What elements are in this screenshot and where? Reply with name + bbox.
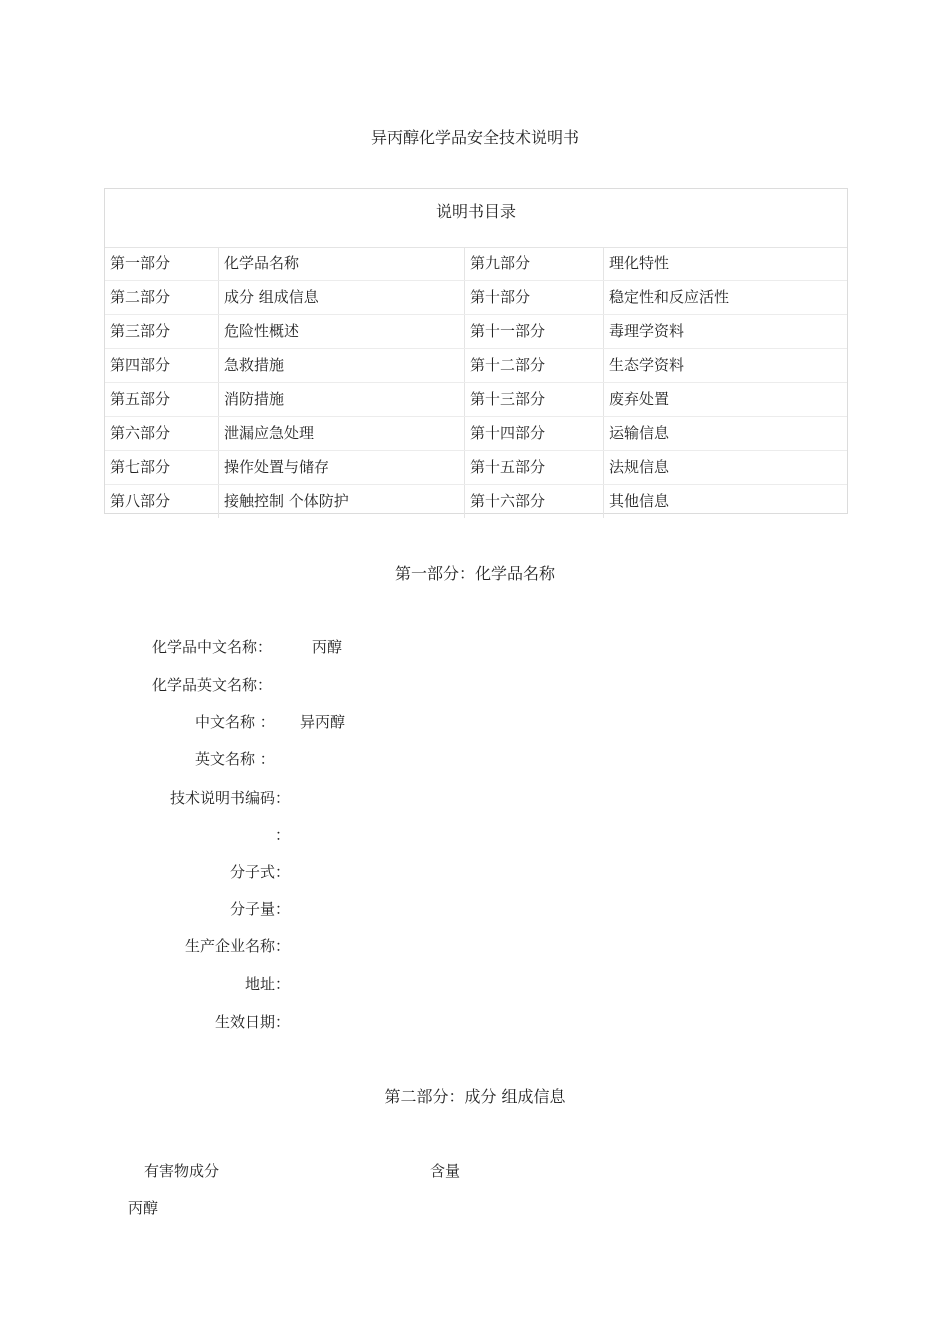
toc-part-number: 第十四部分 (465, 417, 604, 450)
toc-part-name: 理化特性 (609, 254, 670, 272)
cn-name-label: 化学品中文名称： (152, 638, 273, 656)
toc-row (105, 485, 847, 518)
toc-part-number: 第十一部分 (465, 315, 604, 348)
section1-title: 第一部分：化学品名称 (394, 564, 555, 583)
formula-label: 分子式： (229, 863, 290, 881)
section2-title: 第二部分：成分 组成信息 (384, 1087, 566, 1106)
toc-row (105, 315, 847, 349)
toc-part-name: 运输信息 (609, 424, 670, 442)
toc-part-number: 第八部分 (105, 485, 219, 518)
colon-line: ： (274, 826, 290, 844)
address-label: 地址： (244, 975, 290, 993)
content-column-header: 含量 (430, 1162, 461, 1180)
company-name-label: 生产企业名称： (184, 937, 290, 955)
sub-en-name-label: 英文名称 ： (195, 750, 275, 768)
toc-part-number: 第五部分 (105, 383, 219, 416)
document-title: 异丙醇化学品安全技术说明书 (370, 128, 579, 147)
toc-row (105, 247, 847, 281)
toc-part-number: 第二部分 (105, 281, 219, 314)
toc-part-name: 稳定性和反应活性 (609, 288, 730, 306)
toc-part-number: 第九部分 (465, 247, 604, 280)
toc-part-number: 第七部分 (105, 451, 219, 484)
toc-part-number: 第六部分 (105, 417, 219, 450)
cn-name-value: 丙醇 (312, 638, 343, 656)
toc-table (104, 188, 848, 514)
toc-part-number: 第十三部分 (465, 383, 604, 416)
toc-part-name: 泄漏应急处理 (219, 417, 465, 450)
toc-part-name: 其他信息 (609, 492, 670, 510)
en-name-label: 化学品英文名称： (152, 676, 273, 694)
toc-part-number: 第三部分 (105, 315, 219, 348)
toc-part-number: 第十二部分 (465, 349, 604, 382)
toc-part-number: 第四部分 (105, 349, 219, 382)
component-row-1: 丙醇 (128, 1199, 159, 1217)
toc-row (105, 451, 847, 485)
toc-heading-row (105, 189, 847, 248)
toc-part-name: 消防措施 (219, 383, 465, 416)
toc-part-number: 第十部分 (465, 281, 604, 314)
toc-row (105, 383, 847, 417)
toc-part-name: 成分 组成信息 (219, 281, 465, 314)
toc-heading: 说明书目录 (435, 202, 516, 221)
toc-part-name: 化学品名称 (219, 247, 465, 280)
toc-grid (105, 247, 847, 518)
toc-part-number: 第十五部分 (465, 451, 604, 484)
toc-row (105, 349, 847, 383)
toc-part-number: 第一部分 (105, 247, 219, 280)
toc-part-number: 第十六部分 (465, 485, 604, 518)
toc-part-name: 生态学资料 (609, 356, 685, 374)
tech-code-label: 技术说明书编码： (169, 789, 290, 807)
toc-row (105, 281, 847, 315)
toc-part-name: 毒理学资料 (609, 322, 685, 340)
toc-part-name: 法规信息 (609, 458, 670, 476)
sub-cn-name-label: 中文名称 ： (195, 713, 275, 731)
toc-part-name: 操作处置与储存 (219, 451, 465, 484)
toc-part-name: 急救措施 (219, 349, 465, 382)
molecular-weight-label: 分子量： (229, 900, 290, 918)
toc-part-name: 危险性概述 (219, 315, 465, 348)
component-column-header: 有害物成分 (144, 1162, 220, 1180)
toc-part-name: 废弃处置 (609, 390, 670, 408)
toc-row (105, 417, 847, 451)
toc-part-name: 接触控制 个体防护 (219, 485, 465, 518)
sub-cn-name-value: 异丙醇 (300, 713, 346, 731)
effective-date-label: 生效日期： (214, 1013, 290, 1031)
